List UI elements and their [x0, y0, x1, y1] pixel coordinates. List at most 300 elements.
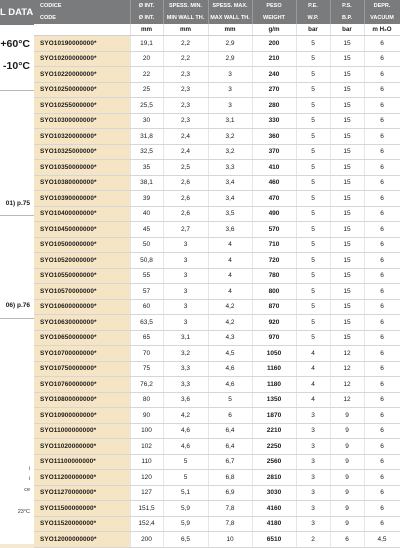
- burst-pressure-cell: 9: [330, 439, 364, 455]
- working-pressure-cell: 5: [296, 129, 330, 145]
- max-wall-thickness-cell: 4,5: [208, 346, 252, 362]
- header-row-italian: [34, 0, 400, 12]
- weight-cell: 4180: [252, 516, 296, 532]
- product-code-cell: SYO10500000000*: [34, 237, 130, 253]
- product-code-cell: SYO10700000000*: [34, 346, 130, 362]
- burst-pressure-cell: 15: [330, 206, 364, 222]
- vacuum-cell: 6: [364, 191, 400, 207]
- burst-pressure-cell: 15: [330, 36, 364, 52]
- vacuum-cell: 6: [364, 501, 400, 517]
- table-row[interactable]: [34, 516, 400, 532]
- table-row[interactable]: [34, 408, 400, 424]
- inner-diameter-cell: 120: [130, 470, 163, 486]
- inner-diameter-cell: 39: [130, 191, 163, 207]
- min-wall-thickness-cell: 2,4: [163, 129, 208, 145]
- vacuum-cell: 6: [364, 36, 400, 52]
- min-wall-thickness-cell: 6,5: [163, 532, 208, 548]
- max-wall-thickness-cell: 2,9: [208, 51, 252, 67]
- working-pressure-cell: 5: [296, 160, 330, 176]
- product-code-cell: SYO10325000000*: [34, 144, 130, 160]
- min-wall-thickness-cell: 3,2: [163, 346, 208, 362]
- inner-diameter-cell: 200: [130, 532, 163, 548]
- min-wall-thickness-cell: 2,6: [163, 175, 208, 191]
- weight-cell: 870: [252, 299, 296, 315]
- max-wall-thickness-cell: 6,4: [208, 423, 252, 439]
- vacuum-cell: 6: [364, 516, 400, 532]
- inner-diameter-cell: 32,5: [130, 144, 163, 160]
- column-header: MAX WALL TH.: [208, 12, 252, 24]
- inner-diameter-cell: 25,5: [130, 98, 163, 114]
- max-wall-thickness-cell: 2,9: [208, 36, 252, 52]
- product-code-cell: SYO10380000000*: [34, 175, 130, 191]
- working-pressure-cell: 5: [296, 206, 330, 222]
- max-wall-thickness-cell: 6,8: [208, 470, 252, 486]
- burst-pressure-cell: 15: [330, 222, 364, 238]
- working-pressure-cell: 5: [296, 237, 330, 253]
- max-wall-thickness-cell: 4: [208, 237, 252, 253]
- unit-cell: [34, 24, 130, 36]
- burst-pressure-cell: 15: [330, 98, 364, 114]
- side-note-a: i: [28, 466, 30, 472]
- weight-cell: 4160: [252, 501, 296, 517]
- burst-pressure-cell: 15: [330, 144, 364, 160]
- working-pressure-cell: 5: [296, 191, 330, 207]
- side-note-d: 23°C: [17, 509, 30, 515]
- burst-pressure-cell: 15: [330, 67, 364, 83]
- table-row[interactable]: [34, 299, 400, 315]
- inner-diameter-cell: 40: [130, 206, 163, 222]
- max-wall-thickness-cell: 4,2: [208, 299, 252, 315]
- column-header: VACUUM: [364, 12, 400, 24]
- min-wall-thickness-cell: 2,6: [163, 191, 208, 207]
- product-code-cell: SYO11200000000*: [34, 470, 130, 486]
- product-code-cell: SYO10760000000*: [34, 377, 130, 393]
- table-row[interactable]: [34, 237, 400, 253]
- max-wall-thickness-cell: 6: [208, 408, 252, 424]
- table-row[interactable]: [34, 51, 400, 67]
- working-pressure-cell: 5: [296, 268, 330, 284]
- max-wall-thickness-cell: 3,4: [208, 191, 252, 207]
- working-pressure-cell: 5: [296, 284, 330, 300]
- working-pressure-cell: 5: [296, 98, 330, 114]
- min-wall-thickness-cell: 3: [163, 315, 208, 331]
- weight-cell: 1050: [252, 346, 296, 362]
- product-code-cell: SYO10630000000*: [34, 315, 130, 331]
- table-row[interactable]: [34, 129, 400, 145]
- table-row[interactable]: [34, 191, 400, 207]
- max-wall-thickness-cell: 4: [208, 253, 252, 269]
- vacuum-cell: 6: [364, 315, 400, 331]
- product-code-cell: SYO12000000000*: [34, 532, 130, 548]
- min-wall-thickness-cell: 5: [163, 470, 208, 486]
- weight-cell: 2210: [252, 423, 296, 439]
- max-wall-thickness-cell: 4,2: [208, 315, 252, 331]
- inner-diameter-cell: 45: [130, 222, 163, 238]
- vacuum-cell: 6: [364, 222, 400, 238]
- vacuum-cell: 6: [364, 299, 400, 315]
- table-row[interactable]: [34, 284, 400, 300]
- table-row[interactable]: [34, 98, 400, 114]
- vacuum-cell: 6: [364, 144, 400, 160]
- product-code-cell: SYO10750000000*: [34, 361, 130, 377]
- burst-pressure-cell: 9: [330, 501, 364, 517]
- working-pressure-cell: 4: [296, 361, 330, 377]
- table-row[interactable]: [34, 392, 400, 408]
- vacuum-cell: 6: [364, 377, 400, 393]
- min-wall-thickness-cell: 2,2: [163, 36, 208, 52]
- product-code-cell: SYO10450000000*: [34, 222, 130, 238]
- weight-cell: 270: [252, 82, 296, 98]
- max-wall-thickness-cell: 3: [208, 82, 252, 98]
- vacuum-cell: 6: [364, 67, 400, 83]
- weight-cell: 780: [252, 268, 296, 284]
- table-row[interactable]: [34, 82, 400, 98]
- min-temperature: -10°C: [3, 60, 30, 72]
- burst-pressure-cell: 9: [330, 485, 364, 501]
- max-wall-thickness-cell: 3,5: [208, 206, 252, 222]
- product-code-cell: SYO11500000000*: [34, 501, 130, 517]
- min-wall-thickness-cell: 3: [163, 237, 208, 253]
- working-pressure-cell: 5: [296, 67, 330, 83]
- max-wall-thickness-cell: 6,7: [208, 454, 252, 470]
- weight-cell: 2250: [252, 439, 296, 455]
- min-wall-thickness-cell: 2,4: [163, 144, 208, 160]
- max-wall-thickness-cell: 4: [208, 268, 252, 284]
- min-wall-thickness-cell: 2,7: [163, 222, 208, 238]
- vacuum-cell: 6: [364, 113, 400, 129]
- burst-pressure-cell: 15: [330, 51, 364, 67]
- product-code-cell: SYO10900000000*: [34, 408, 130, 424]
- column-header: B.P.: [330, 12, 364, 24]
- product-code-cell: SYO10400000000*: [34, 206, 130, 222]
- burst-pressure-cell: 15: [330, 237, 364, 253]
- product-code-cell: SYO10600000000*: [34, 299, 130, 315]
- product-code-cell: SYO10220000000*: [34, 67, 130, 83]
- max-wall-thickness-cell: 7,8: [208, 501, 252, 517]
- max-wall-thickness-cell: 3,2: [208, 129, 252, 145]
- table-row[interactable]: [34, 175, 400, 191]
- product-code-cell: SYO10390000000*: [34, 191, 130, 207]
- vacuum-cell: 6: [364, 346, 400, 362]
- burst-pressure-cell: 15: [330, 284, 364, 300]
- burst-pressure-cell: 15: [330, 315, 364, 331]
- working-pressure-cell: 5: [296, 82, 330, 98]
- column-header: CODE: [34, 12, 130, 24]
- unit-cell: mm: [208, 24, 252, 36]
- product-code-cell: SYO10520000000*: [34, 253, 130, 269]
- table-row[interactable]: [34, 532, 400, 548]
- column-header: MIN WALL TH.: [163, 12, 208, 24]
- weight-cell: 3030: [252, 485, 296, 501]
- vacuum-cell: 6: [364, 51, 400, 67]
- weight-cell: 1350: [252, 392, 296, 408]
- working-pressure-cell: 5: [296, 253, 330, 269]
- inner-diameter-cell: 50,8: [130, 253, 163, 269]
- table-row[interactable]: [34, 268, 400, 284]
- working-pressure-cell: 3: [296, 439, 330, 455]
- working-pressure-cell: 3: [296, 501, 330, 517]
- burst-pressure-cell: 15: [330, 175, 364, 191]
- working-pressure-cell: 4: [296, 377, 330, 393]
- weight-cell: 1180: [252, 377, 296, 393]
- min-wall-thickness-cell: 3: [163, 253, 208, 269]
- inner-diameter-cell: 102: [130, 439, 163, 455]
- burst-pressure-cell: 15: [330, 299, 364, 315]
- min-wall-thickness-cell: 3: [163, 284, 208, 300]
- weight-cell: 570: [252, 222, 296, 238]
- vacuum-cell: 6: [364, 253, 400, 269]
- column-header: W.P.: [296, 12, 330, 24]
- weight-cell: 470: [252, 191, 296, 207]
- working-pressure-cell: 5: [296, 36, 330, 52]
- vacuum-cell: 6: [364, 284, 400, 300]
- vacuum-cell: 6: [364, 82, 400, 98]
- weight-cell: 970: [252, 330, 296, 346]
- product-code-cell: SYO11020000000*: [34, 439, 130, 455]
- min-wall-thickness-cell: 5: [163, 454, 208, 470]
- table-row[interactable]: [34, 160, 400, 176]
- weight-cell: 1160: [252, 361, 296, 377]
- burst-pressure-cell: 15: [330, 191, 364, 207]
- vacuum-cell: 6: [364, 330, 400, 346]
- working-pressure-cell: 3: [296, 470, 330, 486]
- min-wall-thickness-cell: 3,3: [163, 377, 208, 393]
- column-header: PESO: [252, 0, 296, 12]
- column-header: Ø INT.: [130, 0, 163, 12]
- inner-diameter-cell: 152,4: [130, 516, 163, 532]
- inner-diameter-cell: 127: [130, 485, 163, 501]
- min-wall-thickness-cell: 5,9: [163, 516, 208, 532]
- burst-pressure-cell: 9: [330, 470, 364, 486]
- burst-pressure-cell: 15: [330, 253, 364, 269]
- min-wall-thickness-cell: 2,2: [163, 51, 208, 67]
- inner-diameter-cell: 25: [130, 82, 163, 98]
- table-row[interactable]: [34, 346, 400, 362]
- table-row[interactable]: [34, 113, 400, 129]
- working-pressure-cell: 5: [296, 315, 330, 331]
- vacuum-cell: 6: [364, 98, 400, 114]
- working-pressure-cell: 5: [296, 222, 330, 238]
- vacuum-cell: 6: [364, 206, 400, 222]
- max-wall-thickness-cell: 3,2: [208, 144, 252, 160]
- units-row: [34, 24, 400, 36]
- min-wall-thickness-cell: 2,5: [163, 160, 208, 176]
- min-wall-thickness-cell: 3: [163, 299, 208, 315]
- inner-diameter-cell: 110: [130, 454, 163, 470]
- vacuum-cell: 6: [364, 439, 400, 455]
- min-wall-thickness-cell: 5,9: [163, 501, 208, 517]
- product-code-cell: SYO10570000000*: [34, 284, 130, 300]
- inner-diameter-cell: 65: [130, 330, 163, 346]
- product-code-cell: SYO11000000000*: [34, 423, 130, 439]
- working-pressure-cell: 5: [296, 330, 330, 346]
- burst-pressure-cell: 15: [330, 113, 364, 129]
- weight-cell: 360: [252, 129, 296, 145]
- product-code-cell: SYO10190000000*: [34, 36, 130, 52]
- weight-cell: 200: [252, 36, 296, 52]
- weight-cell: 460: [252, 175, 296, 191]
- table-row[interactable]: [34, 330, 400, 346]
- min-wall-thickness-cell: 4,6: [163, 423, 208, 439]
- inner-diameter-cell: 31,8: [130, 129, 163, 145]
- product-code-cell: SYO10550000000*: [34, 268, 130, 284]
- inner-diameter-cell: 70: [130, 346, 163, 362]
- vacuum-cell: 6: [364, 454, 400, 470]
- weight-cell: 720: [252, 253, 296, 269]
- product-code-cell: SYO10320000000*: [34, 129, 130, 145]
- working-pressure-cell: 5: [296, 51, 330, 67]
- inner-diameter-cell: 80: [130, 392, 163, 408]
- table-row[interactable]: [34, 454, 400, 470]
- weight-cell: 6510: [252, 532, 296, 548]
- inner-diameter-cell: 20: [130, 51, 163, 67]
- table-row[interactable]: [34, 222, 400, 238]
- min-wall-thickness-cell: 3,6: [163, 392, 208, 408]
- weight-cell: 410: [252, 160, 296, 176]
- max-wall-thickness-cell: 5: [208, 392, 252, 408]
- unit-cell: mm: [163, 24, 208, 36]
- table-row[interactable]: [34, 206, 400, 222]
- column-header: CODICE: [34, 0, 130, 12]
- min-wall-thickness-cell: 2,6: [163, 206, 208, 222]
- weight-cell: 210: [252, 51, 296, 67]
- burst-pressure-cell: 12: [330, 392, 364, 408]
- vacuum-cell: 6: [364, 423, 400, 439]
- weight-cell: 330: [252, 113, 296, 129]
- vacuum-cell: 6: [364, 175, 400, 191]
- min-wall-thickness-cell: 3,3: [163, 361, 208, 377]
- product-code-cell: SYO10255000000*: [34, 98, 130, 114]
- max-wall-thickness-cell: 4,3: [208, 330, 252, 346]
- burst-pressure-cell: 9: [330, 423, 364, 439]
- hose-spec-table: [34, 0, 400, 548]
- divider: [0, 318, 34, 319]
- table-row[interactable]: [34, 253, 400, 269]
- product-code-cell: SYO10200000000*: [34, 51, 130, 67]
- inner-diameter-cell: 63,5: [130, 315, 163, 331]
- side-note-c: ce: [24, 487, 30, 493]
- burst-pressure-cell: 15: [330, 268, 364, 284]
- left-panel-header: L DATA: [0, 0, 34, 25]
- inner-diameter-cell: 19,1: [130, 36, 163, 52]
- column-header: WEIGHT: [252, 12, 296, 24]
- working-pressure-cell: 5: [296, 299, 330, 315]
- burst-pressure-cell: 15: [330, 82, 364, 98]
- table-row[interactable]: [34, 470, 400, 486]
- reference-note-1: 01) p.75: [5, 200, 30, 207]
- column-header: Ø INT.: [130, 12, 163, 24]
- burst-pressure-cell: 9: [330, 516, 364, 532]
- burst-pressure-cell: 9: [330, 408, 364, 424]
- left-info-panel: [0, 0, 34, 544]
- vacuum-cell: 6: [364, 268, 400, 284]
- product-code-cell: SYO10300000000*: [34, 113, 130, 129]
- table-row[interactable]: [34, 144, 400, 160]
- burst-pressure-cell: 6: [330, 532, 364, 548]
- max-wall-thickness-cell: 4,6: [208, 377, 252, 393]
- burst-pressure-cell: 12: [330, 346, 364, 362]
- unit-cell: bar: [330, 24, 364, 36]
- table-row[interactable]: [34, 501, 400, 517]
- inner-diameter-cell: 50: [130, 237, 163, 253]
- working-pressure-cell: 2: [296, 532, 330, 548]
- max-wall-thickness-cell: 10: [208, 532, 252, 548]
- min-wall-thickness-cell: 4,6: [163, 439, 208, 455]
- min-wall-thickness-cell: 2,3: [163, 113, 208, 129]
- vacuum-cell: 6: [364, 237, 400, 253]
- min-wall-thickness-cell: 2,3: [163, 67, 208, 83]
- table-row[interactable]: [34, 377, 400, 393]
- working-pressure-cell: 3: [296, 454, 330, 470]
- vacuum-cell: 6: [364, 129, 400, 145]
- header-row-english: [34, 12, 400, 24]
- table-row[interactable]: [34, 67, 400, 83]
- table-row[interactable]: [34, 36, 400, 52]
- inner-diameter-cell: 75: [130, 361, 163, 377]
- max-wall-thickness-cell: 3,6: [208, 222, 252, 238]
- max-wall-thickness-cell: 3,4: [208, 175, 252, 191]
- table-row[interactable]: [34, 361, 400, 377]
- vacuum-cell: 6: [364, 408, 400, 424]
- max-temperature: +60°C: [0, 38, 30, 50]
- unit-cell: bar: [296, 24, 330, 36]
- unit-cell: mm: [130, 24, 163, 36]
- working-pressure-cell: 3: [296, 423, 330, 439]
- product-code-cell: SYO10250000000*: [34, 82, 130, 98]
- table-row[interactable]: [34, 439, 400, 455]
- burst-pressure-cell: 15: [330, 330, 364, 346]
- weight-cell: 2560: [252, 454, 296, 470]
- vacuum-cell: 6: [364, 485, 400, 501]
- inner-diameter-cell: 22: [130, 67, 163, 83]
- weight-cell: 240: [252, 67, 296, 83]
- inner-diameter-cell: 57: [130, 284, 163, 300]
- table-row[interactable]: [34, 423, 400, 439]
- weight-cell: 490: [252, 206, 296, 222]
- vacuum-cell: 6: [364, 361, 400, 377]
- working-pressure-cell: 5: [296, 113, 330, 129]
- burst-pressure-cell: 9: [330, 454, 364, 470]
- column-header: P.E.: [296, 0, 330, 12]
- burst-pressure-cell: 15: [330, 160, 364, 176]
- vacuum-cell: 6: [364, 160, 400, 176]
- column-header: DEPR.: [364, 0, 400, 12]
- weight-cell: 1870: [252, 408, 296, 424]
- max-wall-thickness-cell: 3,1: [208, 113, 252, 129]
- inner-diameter-cell: 38,1: [130, 175, 163, 191]
- max-wall-thickness-cell: 4,6: [208, 361, 252, 377]
- unit-cell: m H₂O: [364, 24, 400, 36]
- weight-cell: 2810: [252, 470, 296, 486]
- burst-pressure-cell: 15: [330, 129, 364, 145]
- product-code-cell: SYO11100000000*: [34, 454, 130, 470]
- product-code-cell: SYO10800000000*: [34, 392, 130, 408]
- inner-diameter-cell: 30: [130, 113, 163, 129]
- inner-diameter-cell: 60: [130, 299, 163, 315]
- product-code-cell: SYO10350000000*: [34, 160, 130, 176]
- table-row[interactable]: [34, 485, 400, 501]
- table-body: [34, 36, 400, 548]
- table-row[interactable]: [34, 315, 400, 331]
- min-wall-thickness-cell: 2,3: [163, 82, 208, 98]
- burst-pressure-cell: 12: [330, 377, 364, 393]
- weight-cell: 710: [252, 237, 296, 253]
- max-wall-thickness-cell: 4: [208, 284, 252, 300]
- min-wall-thickness-cell: 3,1: [163, 330, 208, 346]
- weight-cell: 800: [252, 284, 296, 300]
- max-wall-thickness-cell: 7,8: [208, 516, 252, 532]
- reference-note-2: 06) p.76: [5, 302, 30, 309]
